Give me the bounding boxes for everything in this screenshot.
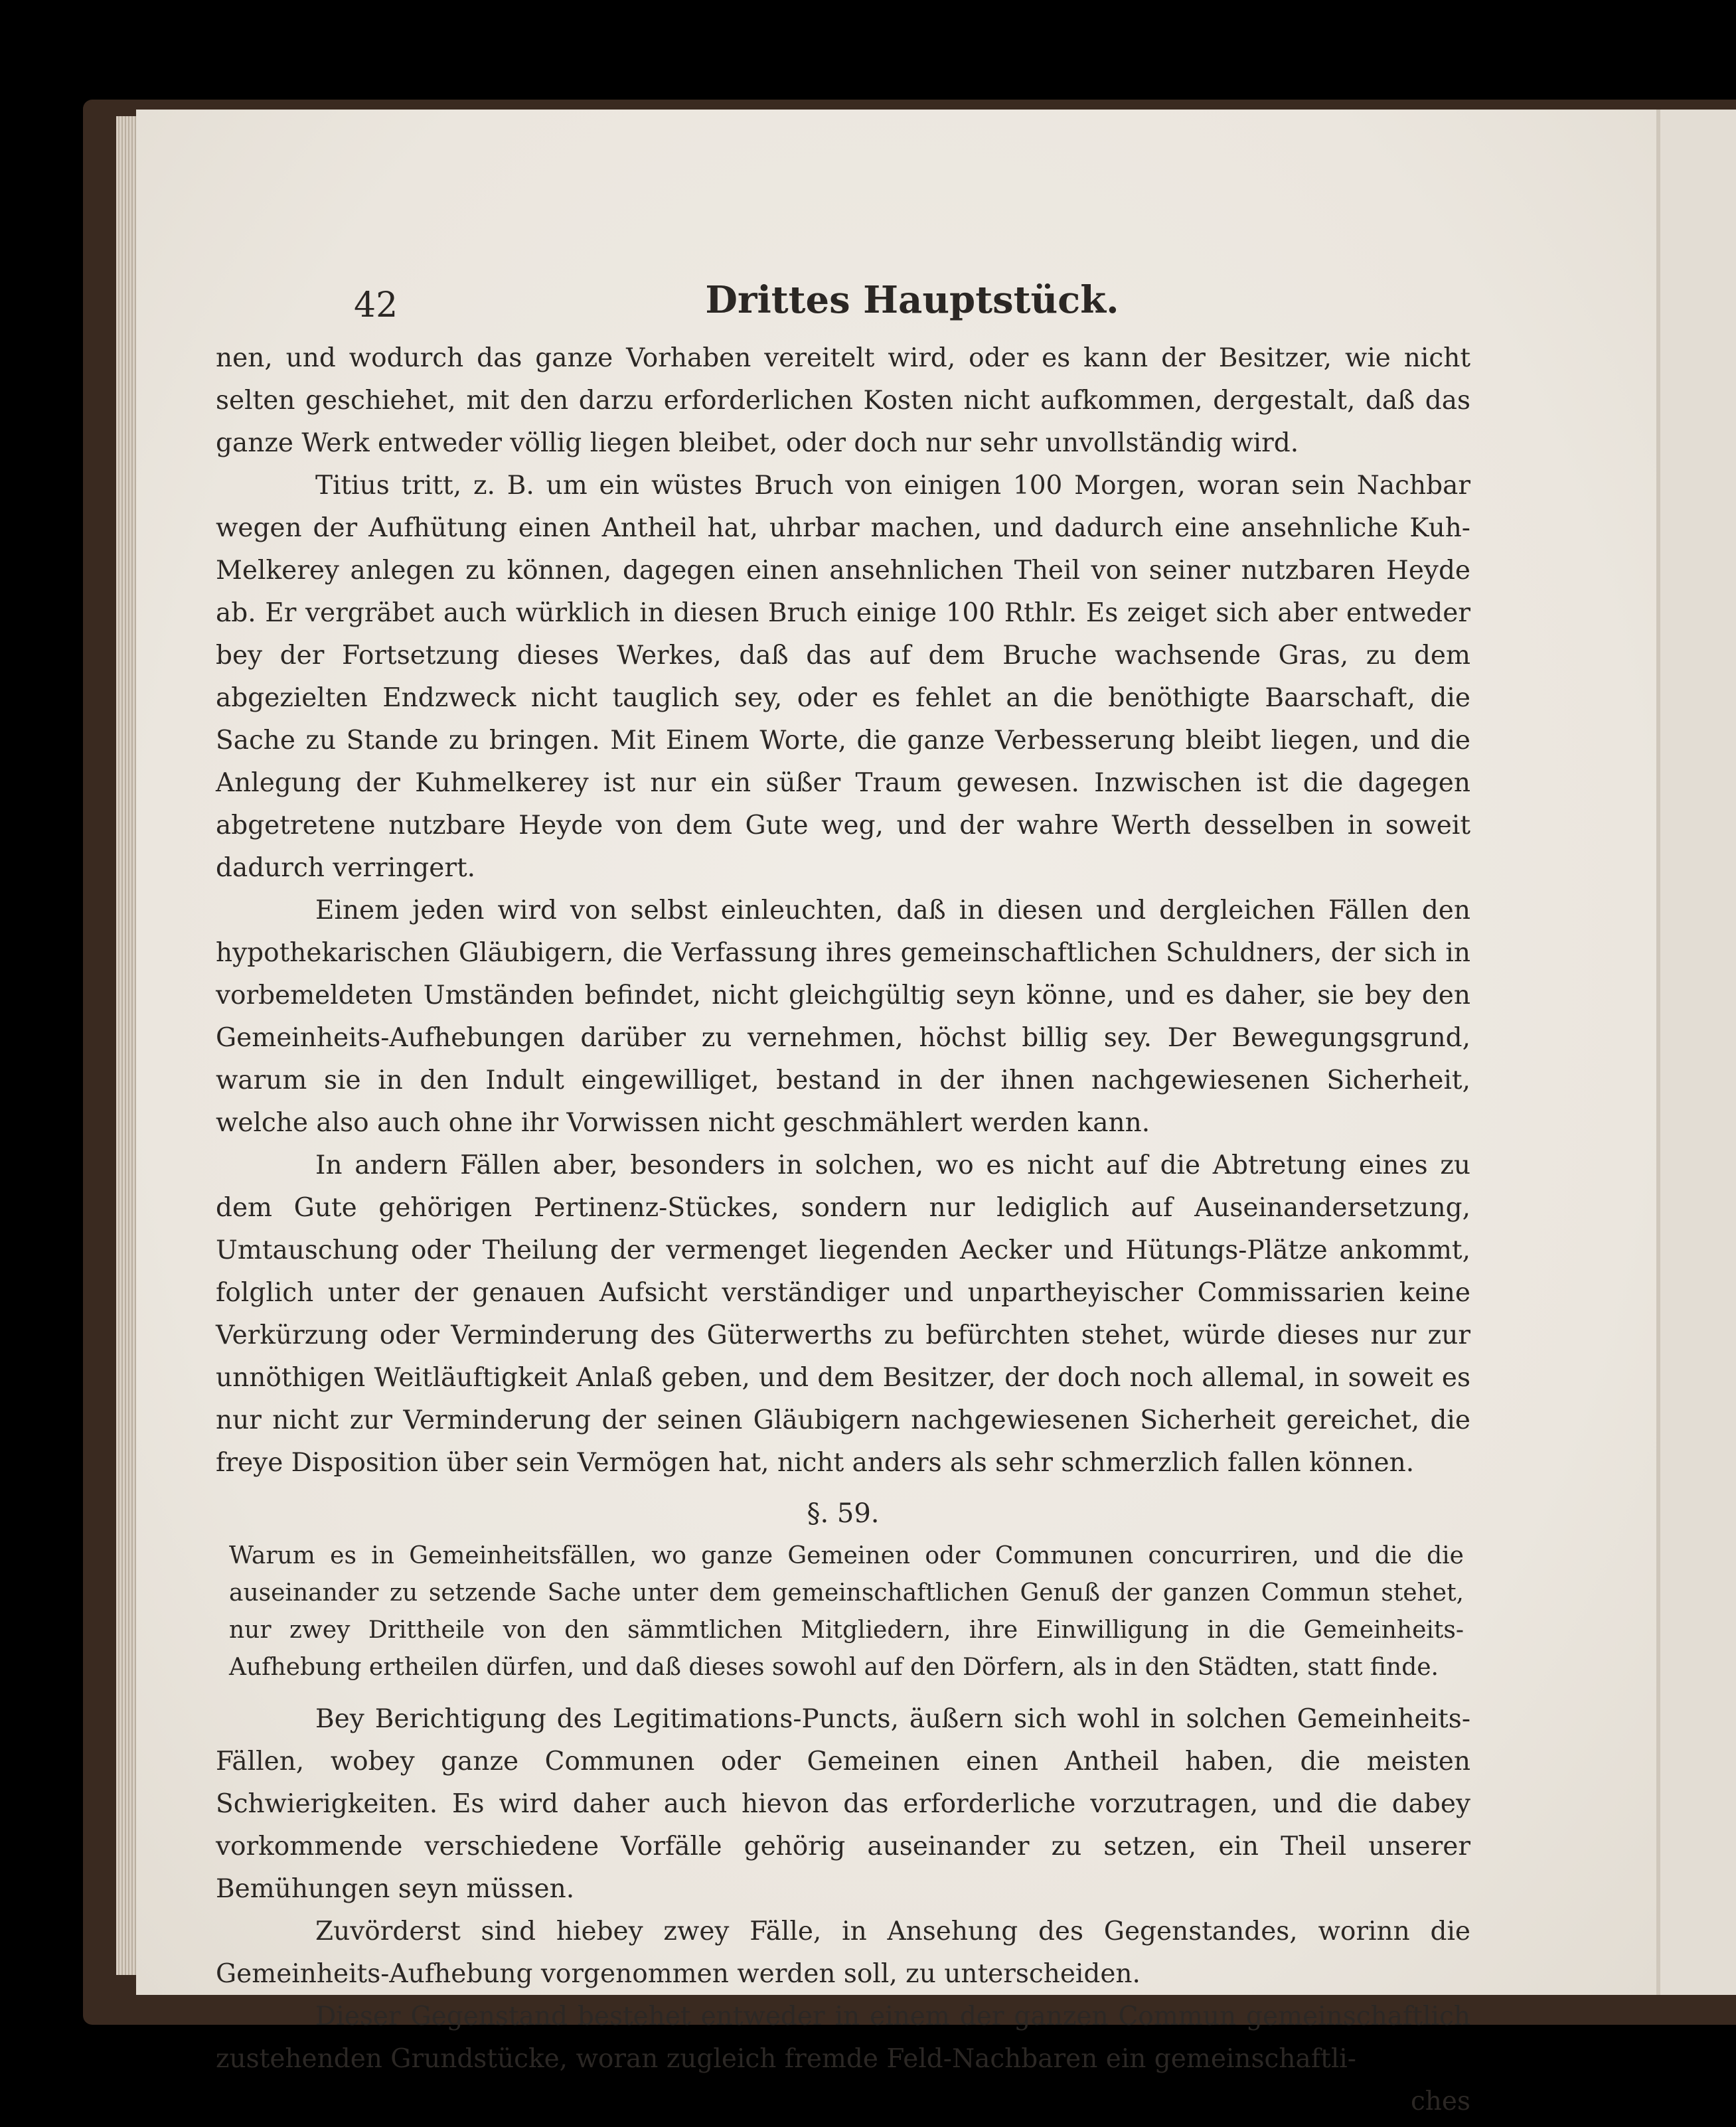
paragraph: Bey Berichtigung des Legitimations-Puncts, äußern sich wohl in solchen Gemeinheits-Fällen, wobey ganze Communen oder Gemeinen einen Antheil haben, die meisten Schwierigkeiten. Es wird daher auch hievon das erforderliche vorzutragen, und die dabey vorkommende verschiedene Vorfälle gehörig auseinander zu setzen, ein Theil unserer Bemühungen seyn müssen.	[216, 1704, 1470, 1904]
paragraph: Einem jeden wird von selbst einleuchten, daß in diesen und dergleichen Fällen den hypothekarischen Gläubigern, die Verfassung ihres gemeinschaftlichen Schuldners, der sich in vorbemeldeten Umständen befindet, nicht gleichgültig seyn könne, und es daher, sie bey den Gemeinheits-Aufhebungen darüber zu vernehmen, höchst billig sey. Der Bewegungsgrund, warum sie in den Indult eingewilliget, bestand in der ihnen nachgewiesenen Sicherheit, welche also auch ohne ihr Vorwissen nicht geschmählert werden kann.	[216, 896, 1470, 1138]
section-number: §. 59.	[807, 1498, 880, 1529]
page-header	[354, 279, 1470, 332]
running-title: Drittes Hauptstück.	[705, 278, 1119, 322]
section-summary: Warum es in Gemeinheitsfällen, wo ganze Gemeinen oder Communen concurriren, und die die auseinander zu setzende Sache unter dem gemeinschaftlichen Genuß der ganzen Commun stehet, nur zwey Drittheile von den sämmtlichen Mitgliedern, ihre Einwilligung in die Gemeinheits-Aufhebung ertheilen dürfen, und daß dieses sowohl auf den Dörfern, als in den Städten, statt finde.	[229, 1542, 1464, 1681]
paragraph: Dieser Gegenstand bestehet entweder in einem der ganzen Commun gemeinschaftlich zustehenden Grundstücke, woran zugleich fremde Feld-Nachbaren ein gemeinschaftli-	[216, 2002, 1470, 2074]
paragraph: In andern Fällen aber, besonders in solchen, wo es nicht auf die Abtretung eines zu dem Gute gehörigen Pertinenz-Stückes, sondern nur lediglich auf Auseinandersetzung, Umtauschung oder Theilung der vermenget liegenden Aecker und Hütungs-Plätze ankommt, folglich unter der genauen Aufsicht verständiger und unpartheyischer Commissarien keine Verkürzung oder Verminderung des Güterwerths zu befürchten stehet, würde dieses nur zur unnöthigen Weitläuftigkeit Anlaß geben, und dem Besitzer, der doch noch allemal, in soweit es nur nicht zur Verminderung der seinen Gläubigern nachgewiesenen Sicherheit gereichet, die freye Disposition über sein Vermögen hat, nicht anders als sehr schmerzlich fallen können.	[216, 1150, 1470, 1478]
paragraph: Zuvörderst sind hiebey zwey Fälle, in Ansehung des Gegenstandes, worinn die Gemeinheits-Aufhebung vorgenommen werden soll, zu unterscheiden.	[216, 1917, 1470, 1989]
facing-page-edge	[1656, 110, 1736, 1995]
page-text	[216, 279, 1470, 2123]
page-number: 42	[354, 285, 398, 325]
paragraph: Titius tritt, z. B. um ein wüstes Bruch von einigen 100 Morgen, woran sein Nachbar wegen der Aufhütung einen Antheil hat, uhrbar machen, und dadurch eine ansehnliche Kuh-Melkerey anlegen zu können, dagegen einen ansehnlichen Theil von seiner nutzbaren Heyde ab. Er vergräbet auch würklich in diesen Bruch einige 100 Rthlr. Es zeiget sich aber entweder bey der Fortsetzung dieses Werkes, daß das auf dem Bruche wachsende Gras, zu dem abgezielten Endzweck nicht tauglich sey, oder es fehlet an die benöthigte Baarschaft, die Sache zu Stande zu bringen. Mit Einem Worte, die ganze Verbesserung bleibt liegen, und die Anlegung der Kuhmelkerey ist nur ein süßer Traum gewesen. Inzwischen ist die dagegen abgetretene nutzbare Heyde von dem Gute weg, und der wahre Werth desselben in soweit dadurch verringert.	[216, 471, 1470, 883]
catchword: ches	[1410, 2087, 1470, 2116]
paragraph: nen, und wodurch das ganze Vorhaben vereitelt wird, oder es kann der Besitzer, wie nicht selten geschiehet, mit den darzu erforderlichen Kosten nicht aufkommen, dergestalt, daß das ganze Werk entweder völlig liegen bleibet, oder doch nur sehr unvollständig wird.	[216, 343, 1470, 458]
